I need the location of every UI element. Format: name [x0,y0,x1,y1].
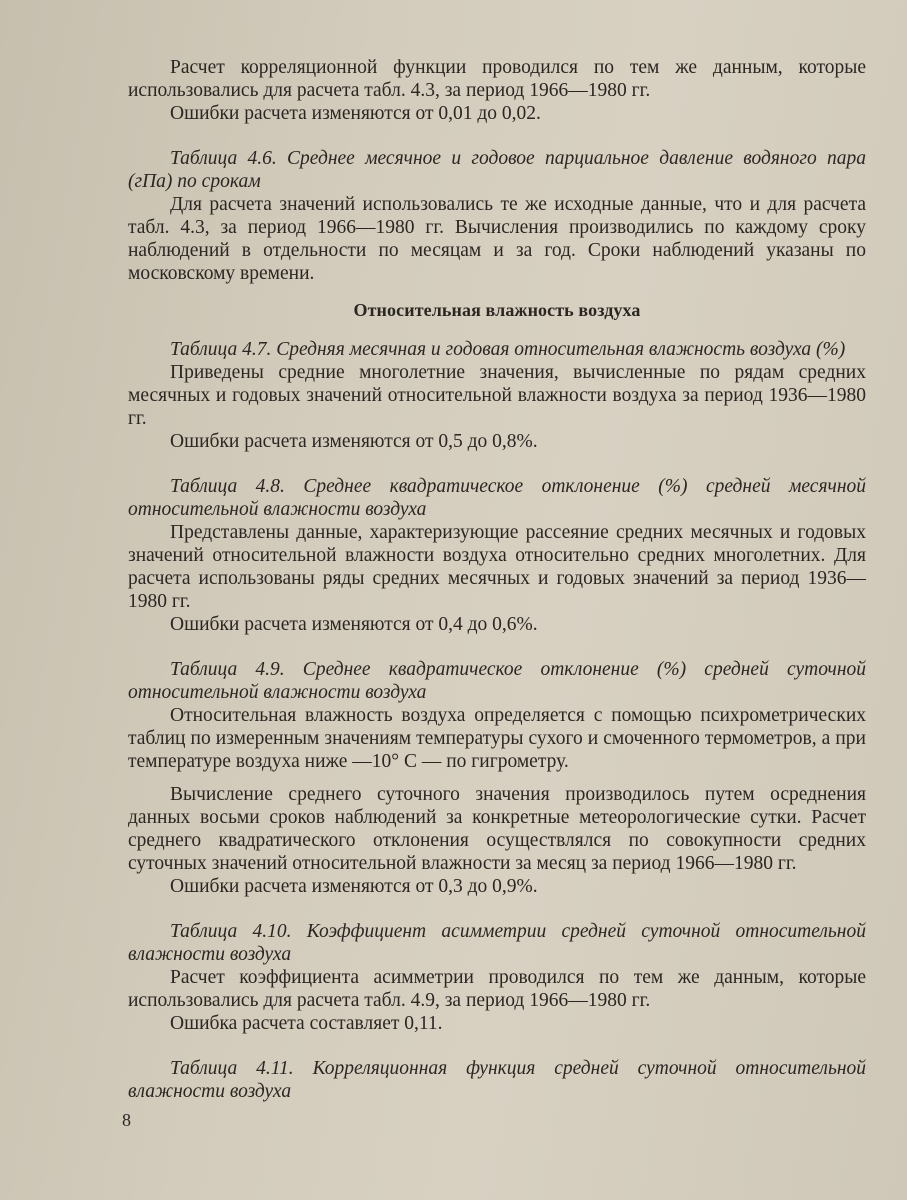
body-paragraph: Представлены данные, характеризующие рассеяние средних месячных и годовых значений относительной влажности воздуха относительно средних многолетних. Для расчета использованы ряды средних месячных и годовых значений за период 1936—1980 гг. [128,522,866,612]
table-caption-4-8: Таблица 4.8. Среднее квадратическое отклонение (%) средней месячной относительной влажности воздуха [128,476,866,520]
body-paragraph: Расчет корреляционной функции проводился по тем же данным, которые использовались для расчета табл. 4.3, за период 1966—1980 гг. [128,57,866,101]
error-note: Ошибки расчета изменяются от 0,4 до 0,6%. [170,614,538,635]
document-page [128,56,866,1103]
spacer [128,773,866,783]
table-caption-4-11: Таблица 4.11. Корреляционная функция средней суточной относительной влажности воздуха [128,1058,866,1102]
page-number: 8 [122,1110,131,1130]
spacer [128,1035,866,1057]
table-caption-4-7: Таблица 4.7. Средняя месячная и годовая относительная влажность воздуха (%) [170,339,846,360]
body-paragraph: Относительная влажность воздуха определяется с помощью психрометрических таблиц по измеренным значениям температуры сухого и смоченного термометров, а при температуре воздуха ниже —10° С — по гигрометру. [128,705,866,772]
body-paragraph: Вычисление среднего суточного значения производилось путем осреднения данных восьми сроков наблюдений за конкретные метеорологические сутки. Расчет среднего квадратического отклонения осуществлялся по совокупности средних суточных значений относительной влажности за месяц за период 1966—1980 гг. [128,784,866,874]
error-note: Ошибка расчета составляет 0,11. [170,1013,443,1034]
table-caption-4-10: Таблица 4.10. Коэффициент асимметрии средней суточной относительной влажности воздуха [128,921,866,965]
spacer [128,453,866,475]
body-paragraph: Расчет коэффициента асимметрии проводился по тем же данным, которые использовались для расчета табл. 4.9, за период 1966—1980 гг. [128,967,866,1011]
spacer [128,125,866,147]
spacer [128,898,866,920]
section-heading: Относительная влажность воздуха [353,300,641,320]
body-paragraph: Приведены средние многолетние значения, вычисленные по рядам средних месячных и годовых значений относительной влажности воздуха за период 1936—1980 гг. [128,362,866,429]
body-paragraph: Для расчета значений использовались те же исходные данные, что и для расчета табл. 4.3, за период 1966—1980 гг. Вычисления производились по каждому сроку наблюдений в отдельности по месяцам и за год. Сроки наблюдений указаны по московскому времени. [128,194,866,284]
spacer [128,636,866,658]
error-note: Ошибки расчета изменяются от 0,3 до 0,9%. [170,876,538,897]
body-paragraph: Ошибки расчета изменяются от 0,01 до 0,02. [170,103,541,124]
table-caption-4-9: Таблица 4.9. Среднее квадратическое отклонение (%) средней суточной относительной влажности воздуха [128,659,866,703]
table-caption-4-6: Таблица 4.6. Среднее месячное и годовое парциальное давление водяного пара (гПа) по срокам [128,148,866,192]
error-note: Ошибки расчета изменяются от 0,5 до 0,8%. [170,431,538,452]
